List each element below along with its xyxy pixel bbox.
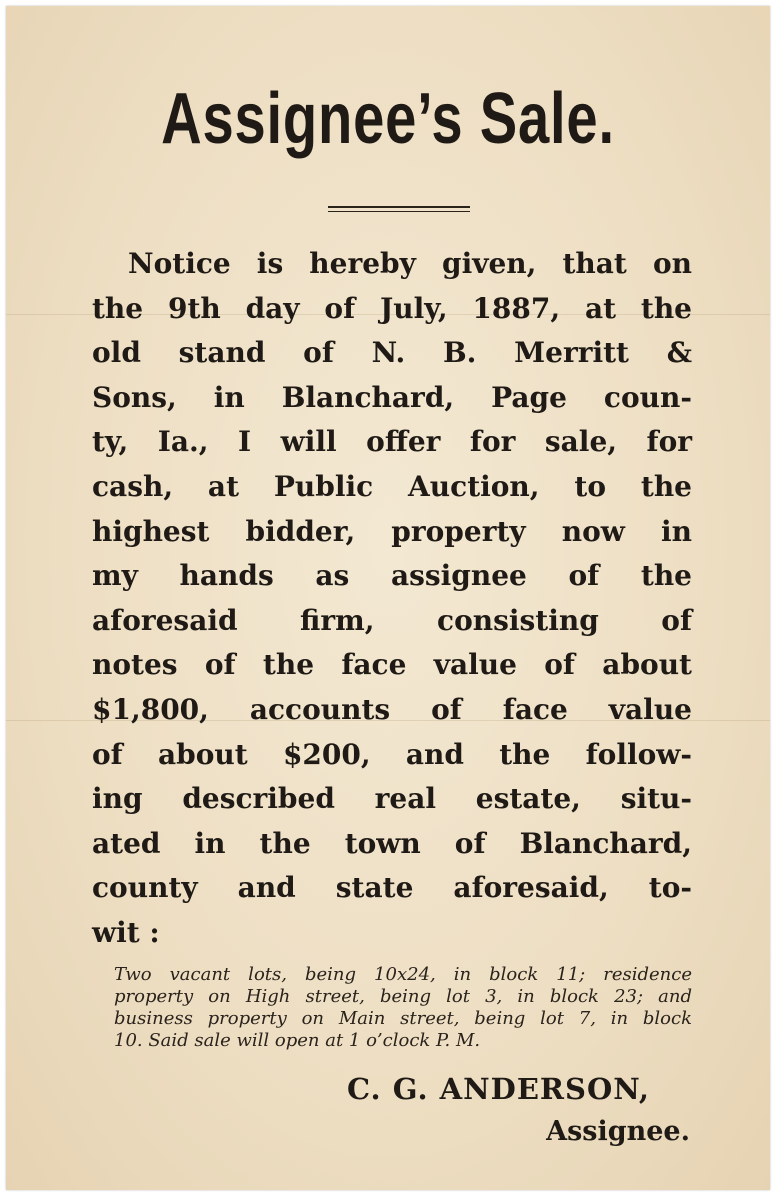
notice-line: wit : [92, 915, 160, 949]
property-line: 10. Said sale will open at 1 o’clock P. M. [114, 1030, 481, 1051]
notice-line: of about $200, and the follow- [92, 737, 692, 771]
title-divider [328, 206, 470, 212]
notice-line: the 9th day of July, 1887, at the [92, 291, 692, 325]
notice-line: Notice is hereby given, that on [128, 247, 692, 280]
notice-line: Sons, in Blanchard, Page coun- [92, 380, 692, 414]
notice-line: notes of the face value of about [92, 648, 692, 682]
notice-line: cash, at Public Auction, to the [92, 469, 692, 503]
poster-title: Assignee’s Sale. [161, 79, 615, 159]
notice-line: my hands as assignee of the [92, 559, 692, 593]
property-line: property on High street, being lot 3, in block 23; and [114, 986, 692, 1007]
signer-role: Assignee. [546, 1116, 690, 1147]
property-line: business property on Main street, being lot 7, in block [114, 1008, 692, 1029]
notice-text [92, 242, 692, 956]
notice-line: $1,800, accounts of face value [92, 692, 692, 726]
notice-line: county and state aforesaid, to- [92, 871, 692, 905]
notice-line: ty, Ia., I will offer for sale, for [92, 425, 692, 459]
notice-line: ated in the town of Blanchard, [92, 826, 692, 860]
property-description [114, 964, 692, 1052]
notice-line: old stand of N. B. Merritt & [92, 336, 692, 370]
notice-line: highest bidder, property now in [92, 514, 692, 548]
property-line: Two vacant lots, being 10x24, in block 11; residence [114, 964, 692, 985]
notice-line: ing described real estate, situ- [92, 782, 692, 816]
notice-line: aforesaid firm, consisting of [92, 603, 692, 637]
signer-name: C. G. ANDERSON, [346, 1072, 650, 1106]
auction-poster [6, 6, 770, 1190]
